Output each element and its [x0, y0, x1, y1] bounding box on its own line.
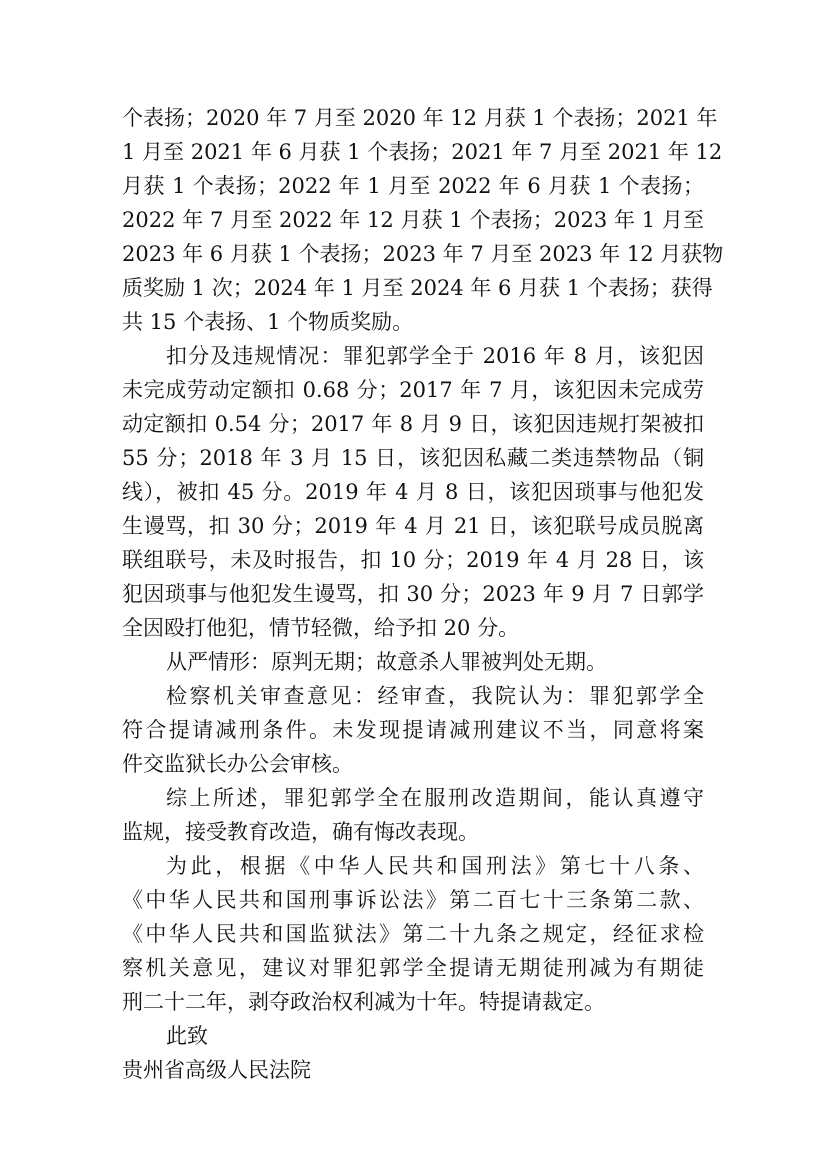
text-line: 联组联号，未及时报告，扣 10 分；2019 年 4 月 28 日，该	[122, 548, 704, 572]
paragraph-deductions	[122, 339, 704, 645]
text-line: 检察机关审查意见：经审查，我院认为：罪犯郭学全	[166, 684, 704, 708]
text-line: 符合提请减刑条件。未发现提请减刑建议不当，同意将案	[122, 718, 704, 742]
paragraph-recipient	[122, 1053, 704, 1087]
text-line: 共 15 个表扬、1 个物质奖励。	[122, 310, 414, 334]
text-line: 为此，根据《中华人民共和国刑法》第七十八条、	[166, 854, 704, 878]
document-body	[122, 101, 724, 1087]
paragraph-summary	[122, 781, 704, 849]
paragraph-recommendation	[122, 849, 704, 1019]
text-line: 刑二十二年，剥夺政治权利减为十年。特提请裁定。	[122, 990, 605, 1014]
text-line: 质奖励 1 次；2024 年 1 月至 2024 年 6 月获 1 个表扬；获得	[122, 276, 713, 300]
paragraph-salutation	[122, 1019, 704, 1053]
text-line: 线），被扣 45 分。2019 年 4 月 8 日，该犯因琐事与他犯发	[122, 480, 704, 504]
text-line: 监规，接受教育改造，确有悔改表现。	[122, 820, 479, 844]
paragraph-procuratorate-opinion	[122, 679, 704, 781]
text-line: 55 分；2018 年 3 月 15 日，该犯因私藏二类违禁物品（铜	[122, 446, 704, 470]
text-line: 察机关意见，建议对罪犯郭学全提请无期徒刑减为有期徒	[122, 956, 704, 980]
text-line: 综上所述，罪犯郭学全在服刑改造期间，能认真遵守	[166, 786, 704, 810]
paragraph-commendations	[122, 101, 724, 339]
text-line: 扣分及违规情况：罪犯郭学全于 2016 年 8 月，该犯因	[166, 344, 704, 368]
text-line: 个表扬；2020 年 7 月至 2020 年 12 月获 1 个表扬；2021 年	[122, 106, 718, 130]
text-line: 件交监狱长办公会审核。	[122, 752, 353, 776]
text-line: 2023 年 6 月获 1 个表扬；2023 年 7 月至 2023 年 12 月获物	[122, 242, 724, 266]
text-line: 生谩骂，扣 30 分；2019 年 4 月 21 日，该犯联号成员脱离	[122, 514, 704, 538]
paragraph-strict-circumstances	[122, 645, 704, 679]
text-line: 从严情形：原判无期；故意杀人罪被判处无期。	[166, 650, 607, 674]
recipient-court: 贵州省高级人民法院	[122, 1058, 311, 1082]
text-line: 《中华人民共和国监狱法》第二十九条之规定，经征求检	[122, 922, 704, 946]
text-line: 动定额扣 0.54 分；2017 年 8 月 9 日，该犯因违规打架被扣	[122, 412, 704, 436]
text-line: 未完成劳动定额扣 0.68 分；2017 年 7 月，该犯因未完成劳	[122, 378, 704, 402]
salutation-text: 此致	[166, 1024, 208, 1048]
text-line: 全因殴打他犯，情节轻微，给予扣 20 分。	[122, 616, 520, 640]
text-line: 《中华人民共和国刑事诉讼法》第二百七十三条第二款、	[122, 888, 704, 912]
text-line: 1 月至 2021 年 6 月获 1 个表扬；2021 年 7 月至 2021 年 12	[122, 140, 723, 164]
text-line: 犯因琐事与他犯发生谩骂，扣 30 分；2023 年 9 月 7 日郭学	[122, 582, 704, 606]
text-line: 月获 1 个表扬；2022 年 1 月至 2022 年 6 月获 1 个表扬；	[122, 174, 704, 198]
text-line: 2022 年 7 月至 2022 年 12 月获 1 个表扬；2023 年 1 月至	[122, 208, 704, 232]
